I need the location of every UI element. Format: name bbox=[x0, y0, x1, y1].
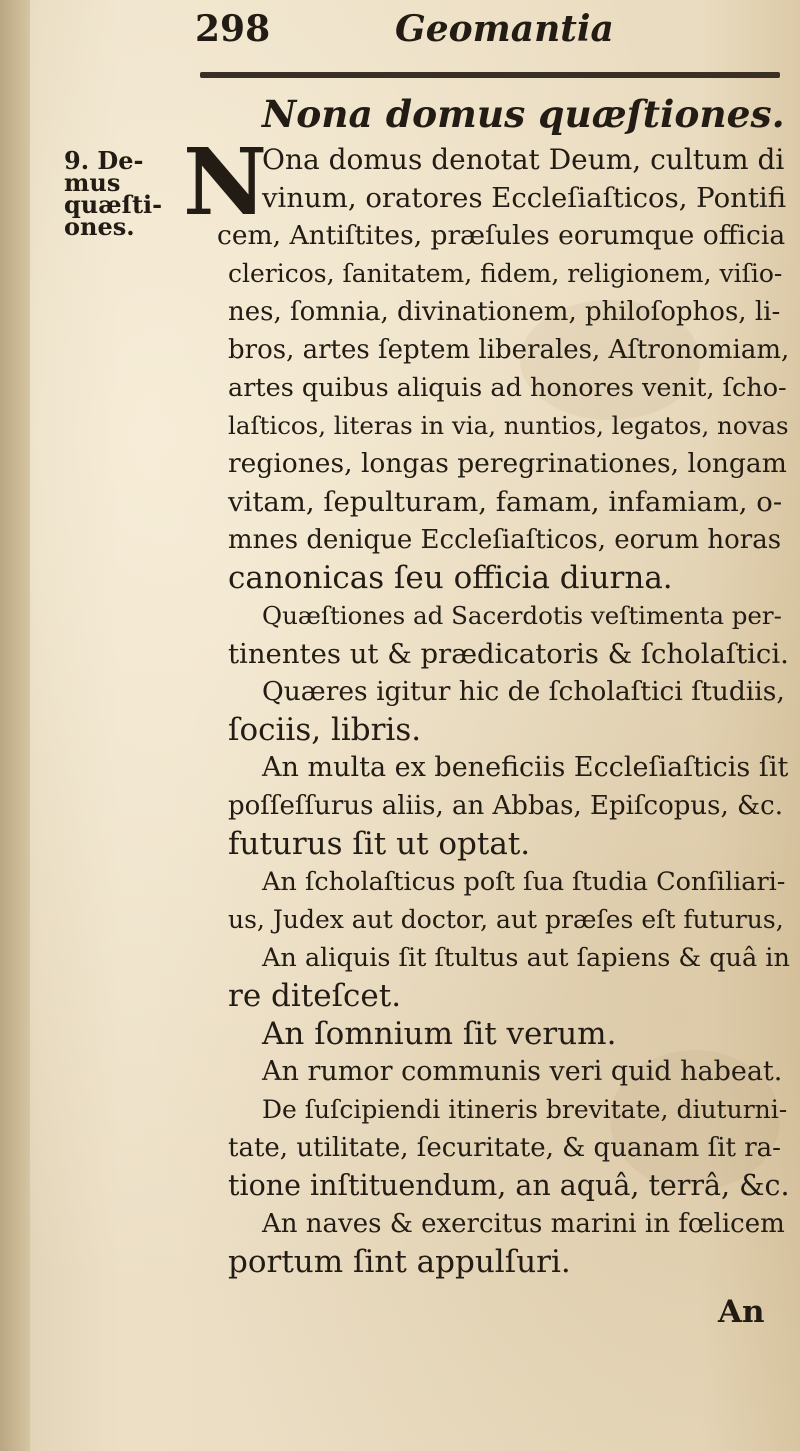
text-line: vitam, ſepulturam, famam, infamiam, o- bbox=[228, 486, 783, 518]
text-line: tinentes ut & prædicatoris & ſcholaſtici. bbox=[228, 638, 789, 670]
text-line: De ſuſcipiendi itineris brevitate, diuturni- bbox=[262, 1095, 788, 1124]
drop-capital: N bbox=[183, 128, 268, 236]
text-line: tione inſtituendum, an aquâ, terrâ, &c. bbox=[228, 1169, 790, 1202]
text-line: regiones, longas peregrinationes, longam bbox=[228, 448, 787, 479]
text-line: tate, utilitate, ſecuritate, & quanam ſit ra- bbox=[228, 1133, 781, 1163]
page-number: 298 bbox=[195, 8, 271, 50]
text-line: bros, artes ſeptem liberales, Aſtronomiam, bbox=[228, 335, 790, 365]
text-line: Quæres igitur hic de ſcholaſtici ſtudiis, bbox=[262, 676, 785, 707]
text-line: vinum, oratores Eccleſiaſticos, Pontifi bbox=[262, 182, 787, 214]
text-line: An multa ex beneficiis Eccleſiaſticis ſit bbox=[262, 752, 789, 783]
text-line: An aliquis ſit ſtultus aut ſapiens & quâ in bbox=[262, 943, 790, 973]
text-line: re diteſcet. bbox=[228, 978, 402, 1014]
text-line: artes quibus aliquis ad honores venit, ſcho- bbox=[228, 373, 787, 403]
text-line: An naves & exercitus marini in fœlicem bbox=[262, 1209, 785, 1239]
margin-note-line: mus bbox=[64, 168, 121, 197]
margin-note-line: 9. De- bbox=[64, 146, 144, 175]
running-title: Geomantia bbox=[395, 8, 614, 50]
text-line: An ſcholaſticus poſt ſua ſtudia Conſiliari- bbox=[262, 867, 786, 897]
text-line: Ona domus denotat Deum, cultum di bbox=[262, 143, 785, 176]
text-line: An rumor communis veri quid habeat. bbox=[262, 1056, 783, 1087]
text-line: laſticos, literas in via, nuntios, legatos, novas bbox=[228, 411, 789, 440]
catchword: An bbox=[718, 1294, 765, 1330]
margin-note-line: quæſti- bbox=[64, 190, 163, 219]
margin-note-line: ones. bbox=[64, 212, 135, 241]
text-line: portum ſint appulſuri. bbox=[228, 1244, 571, 1280]
text-line: futurus ſit ut optat. bbox=[228, 826, 531, 862]
text-line: An ſomnium ſit verum. bbox=[262, 1016, 617, 1052]
text-line: Quæſtiones ad Sacerdotis veſtimenta per- bbox=[262, 601, 782, 630]
text-line: cem, Antiſtites, præſules eorumque officia bbox=[217, 220, 786, 251]
text-line: canonicas ſeu officia diurna. bbox=[228, 560, 673, 596]
text-line: mnes denique Eccleſiaſticos, eorum horas bbox=[228, 525, 782, 555]
section-title: Nona domus quæſtiones. bbox=[262, 92, 785, 136]
text-line: clericos, ſanitatem, fidem, religionem, viſio- bbox=[228, 259, 783, 288]
text-line: nes, ſomnia, divinationem, philoſophos, li- bbox=[228, 297, 781, 327]
text-line: poſſeſſurus aliis, an Abbas, Epiſcopus, &c. bbox=[228, 791, 783, 821]
text-line: ſociis, libris. bbox=[228, 712, 422, 748]
text-line: us, Judex aut doctor, aut præſes eſt futurus, bbox=[228, 905, 784, 934]
